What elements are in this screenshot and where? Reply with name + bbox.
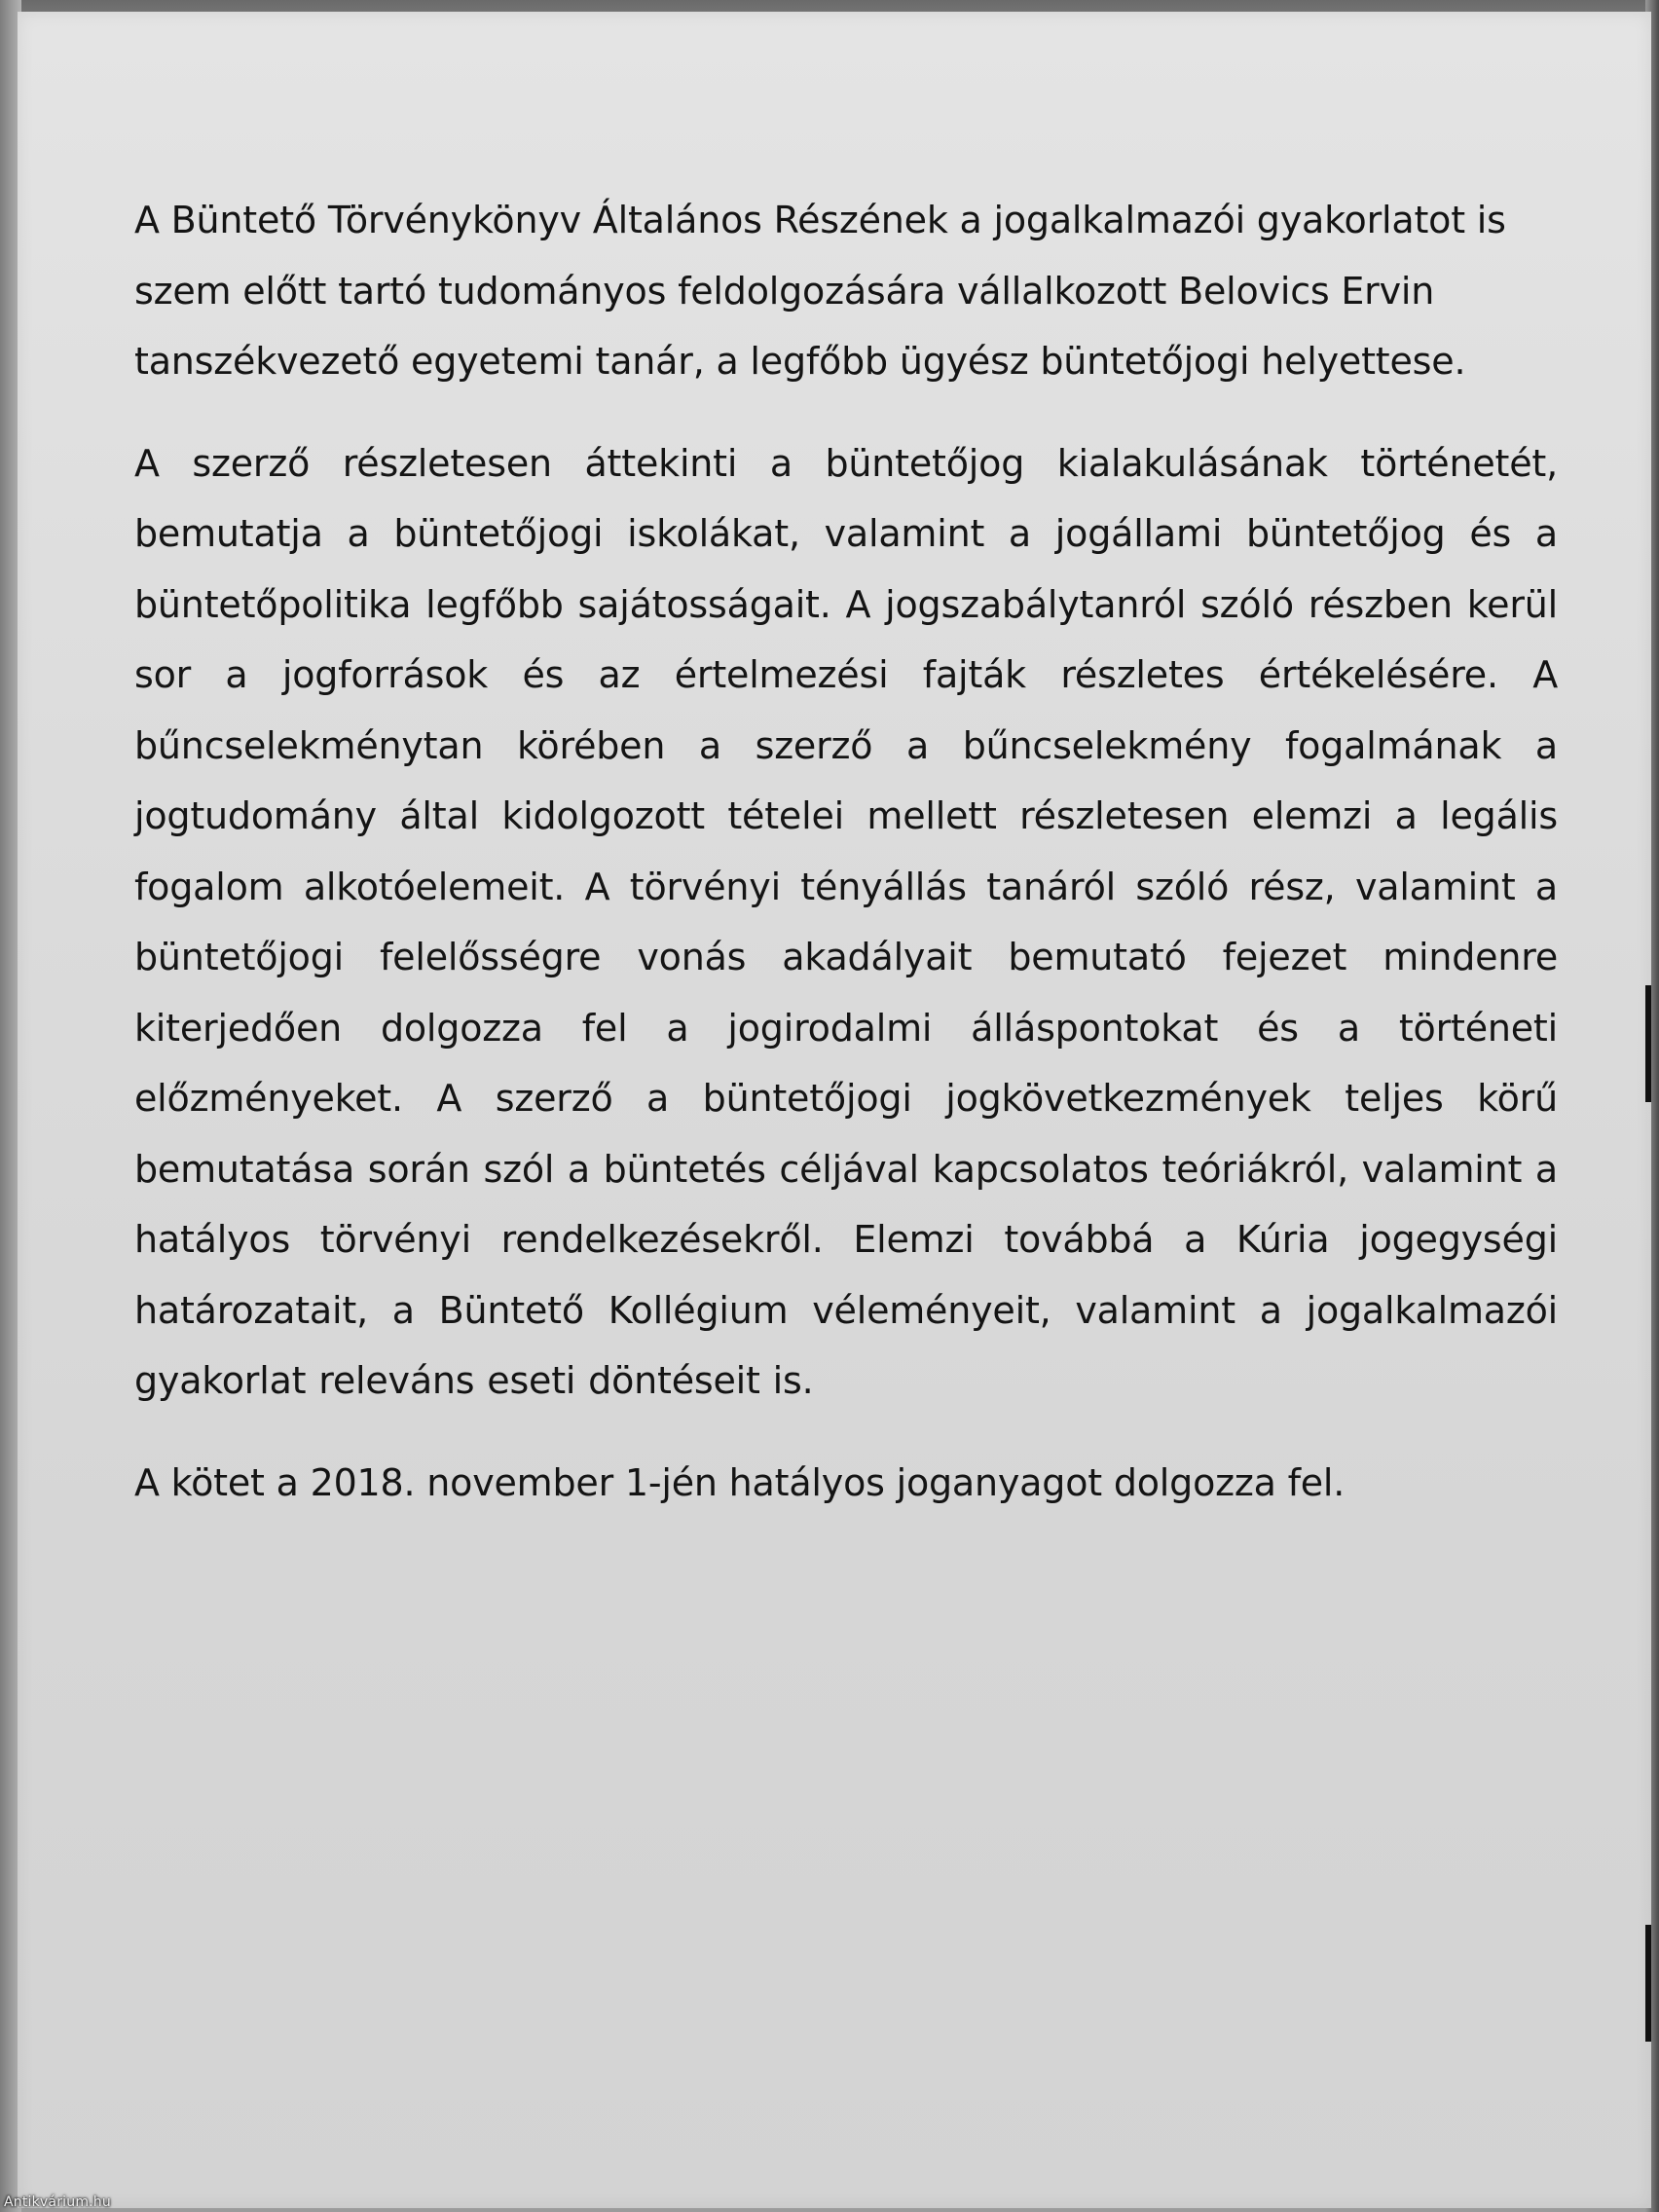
scope-date-paragraph: A kötet a 2018. november 1-jén hatályos joganyagot dolgozza fel. [134, 1460, 1346, 1504]
site-watermark: Antikvárium.hu [4, 2194, 111, 2210]
content-summary-paragraph: A szerző részletesen áttekinti a büntetőjog kialakulásának történetét, bemutatja a büntetőjogi iskolákat, valamint a jogállami büntetőjog és a büntetőpolitika legfőbb sajátosságait. A jogszabálytanról szóló részben kerül sor a jogforrások és az értelmezési fajták részletes értékelésére. A bűncselekménytan körében a szerző a bűncselekmény fogalmának a jogtudomány által kidolgozott tételei mellett részletesen elemzi a legális fogalom alkotóelemeit. A törvényi tényállás tanáról szóló rész, valamint a büntetőjogi felelősségre vonás akadályait bemutató fejezet mindenre kiterjedően dolgozza fel a jogirodalmi álláspontokat és a történeti előzményeket. A szerző a büntetőjogi jogkövetkezmények teljes körű bemutatása során szól a büntetés céljával kapcsolatos teóriákról, valamint a hatályos törvényi rendelkezésekről. Elemzi továbbá a Kúria jogegységi határozatait, a Büntető Kollégium véleményeit, valamint a jogalkalmazói gyakorlat releváns eseti döntéseit is. [134, 441, 1558, 1402]
blurb-text-block [134, 185, 1558, 1549]
book-back-cover [18, 12, 1651, 2208]
cover-edge-mark-bottom [1645, 1925, 1651, 2042]
intro-paragraph: A Büntető Törvénykönyv Általános Részének a jogalkalmazói gyakorlatot is szem előtt tartó tudományos feldolgozására vállalkozott Belovics Ervin tanszékvezető egyetemi tanár, a legfőbb ügyész büntetőjogi helyettese. [134, 199, 1506, 383]
cover-edge-mark-top [1645, 985, 1651, 1102]
